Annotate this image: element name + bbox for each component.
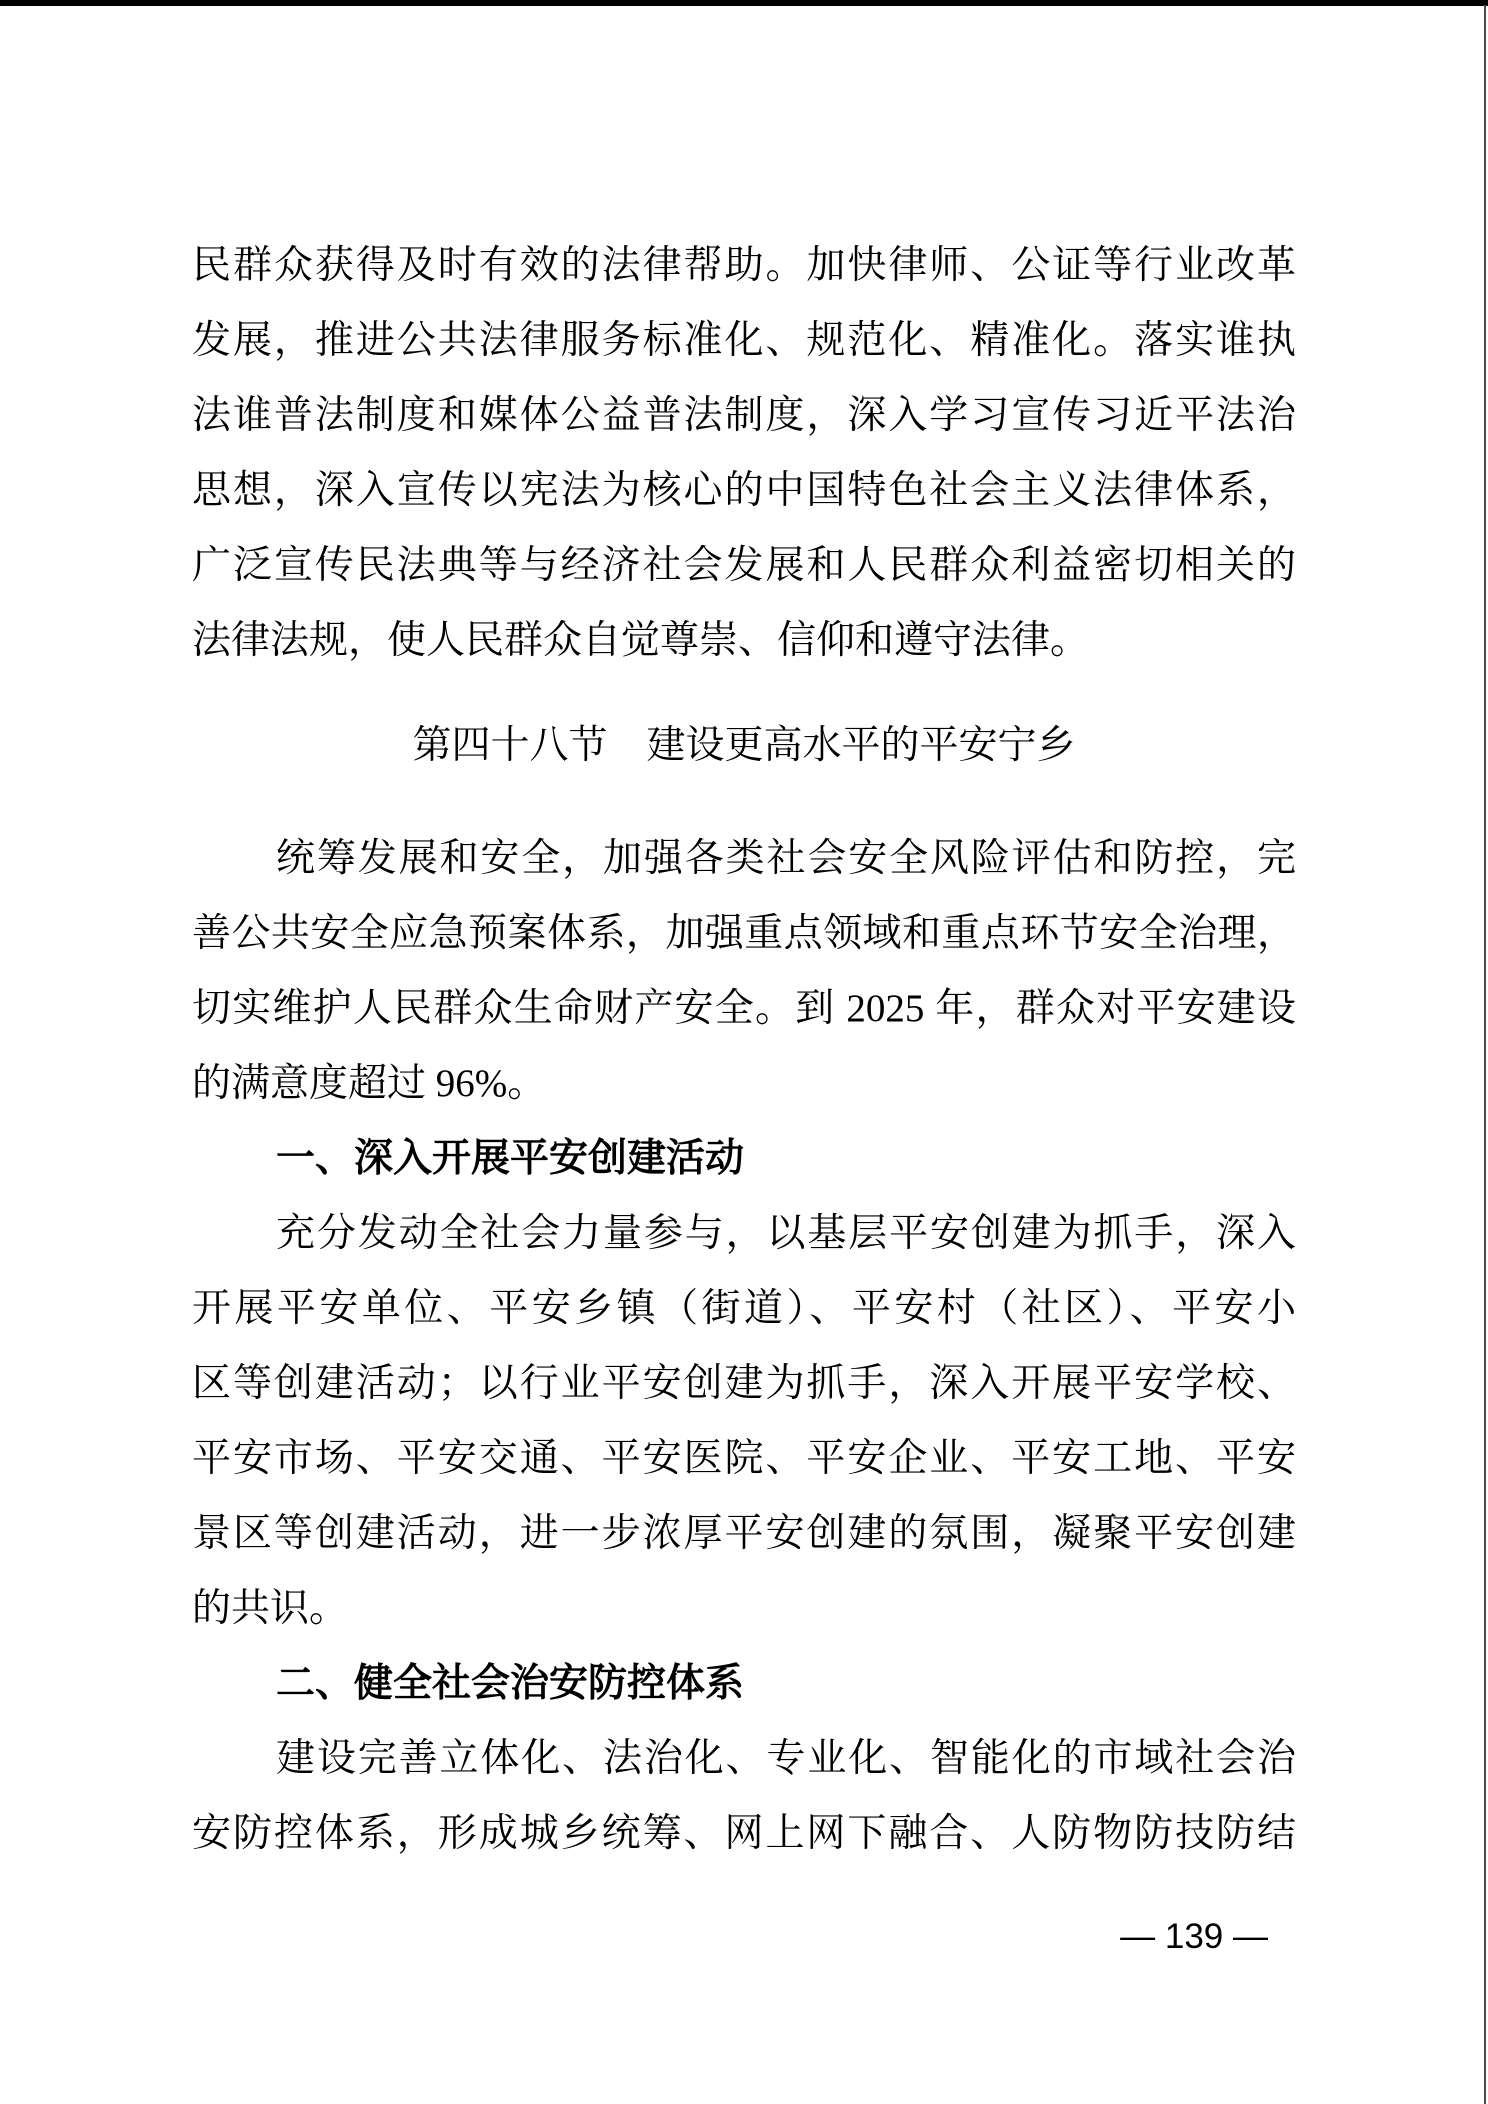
paragraph-peace-creation bbox=[192, 1196, 1296, 1646]
text-line: 的满意度超过 96%。 bbox=[192, 1062, 547, 1105]
text-line: 的共识。 bbox=[192, 1587, 349, 1630]
text-line: 建设完善立体化、法治化、专业化、智能化的市域社会治 bbox=[276, 1737, 1296, 1780]
text-line: 思想，深入宣传以宪法为核心的中国特色社会主义法律体系， bbox=[192, 469, 1296, 512]
text-line: 区等创建活动；以行业平安创建为抓手，深入开展平安学校、 bbox=[192, 1362, 1296, 1405]
document-content bbox=[192, 228, 1296, 1871]
top-border-bar bbox=[0, 0, 1488, 6]
right-border-line bbox=[1484, 5, 1486, 2104]
text-line: 统筹发展和安全，加强各类社会安全风险评估和防控，完 bbox=[276, 837, 1296, 880]
text-line: 安防控体系，形成城乡统筹、网上网下融合、人防物防技防结 bbox=[192, 1812, 1296, 1855]
section-heading: 第四十八节 建设更高水平的平安宁乡 bbox=[412, 724, 1076, 767]
page-number: — 139 — bbox=[1120, 1917, 1268, 1956]
subheading-1: 一、深入开展平安创建活动 bbox=[276, 1137, 745, 1180]
text-line: 开展平安单位、平安乡镇（街道）、平安村（社区）、平安小 bbox=[192, 1287, 1296, 1330]
text-line: 法律法规，使人民群众自觉尊崇、信仰和遵守法律。 bbox=[192, 619, 1090, 662]
text-line: 民群众获得及时有效的法律帮助。加快律师、公证等行业改革 bbox=[192, 244, 1296, 287]
text-line: 景区等创建活动，进一步浓厚平安创建的氛围，凝聚平安创建 bbox=[192, 1512, 1296, 1555]
subheading-2: 二、健全社会治安防控体系 bbox=[276, 1662, 745, 1705]
text-line: 善公共安全应急预案体系，加强重点领域和重点环节安全治理， bbox=[192, 912, 1296, 955]
text-line: 法谁普法制度和媒体公益普法制度，深入学习宣传习近平法治 bbox=[192, 394, 1296, 437]
text-line: 发展，推进公共法律服务标准化、规范化、精准化。落实谁执 bbox=[192, 319, 1296, 362]
paragraph-legal-services bbox=[192, 228, 1296, 678]
text-line: 充分发动全社会力量参与，以基层平安创建为抓手，深入 bbox=[276, 1212, 1296, 1255]
text-line: 平安市场、平安交通、平安医院、平安企业、平安工地、平安 bbox=[192, 1437, 1296, 1480]
text-line: 切实维护人民群众生命财产安全。到 2025 年，群众对平安建设 bbox=[192, 987, 1296, 1030]
text-line: 广泛宣传民法典等与经济社会发展和人民群众利益密切相关的 bbox=[192, 544, 1296, 587]
paragraph-overall-safety bbox=[192, 821, 1296, 1121]
paragraph-security-prevention bbox=[192, 1721, 1296, 1871]
